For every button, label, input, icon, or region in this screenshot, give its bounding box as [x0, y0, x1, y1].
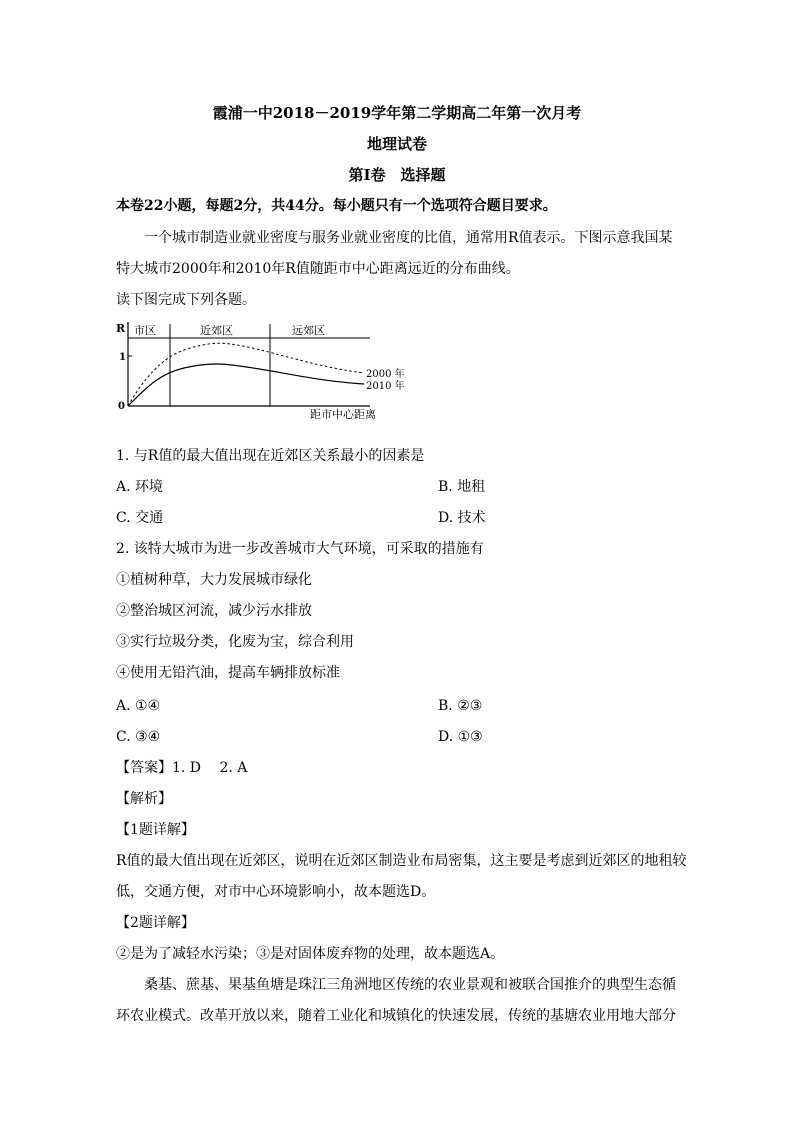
- q2-option-b: B. ②③: [438, 698, 483, 714]
- passage-line-1: 桑基、蔗基、果基鱼塘是珠江三角洲地区传统的农业景观和被联合国推介的典型生态循: [144, 977, 676, 993]
- q2-item-3: ③实行垃圾分类，化废为宝，综合利用: [116, 634, 354, 650]
- detail-1-line-2: 低，交通方便，对市中心环境影响小，故本题选D。: [116, 884, 436, 900]
- x-axis-label: 距市中心距离: [310, 408, 376, 421]
- q1-option-b: B. 地租: [438, 479, 486, 495]
- intro-line-1: 一个城市制造业就业密度与服务业就业密度的比值，通常用R值表示。下图示意我国某: [144, 230, 673, 246]
- r-value-chart: [114, 318, 414, 422]
- y-tick-label-0: 0: [118, 401, 125, 412]
- q2-option-d: D. ①③: [438, 729, 483, 745]
- q2-item-2: ②整治城区河流，减少污水排放: [116, 603, 312, 619]
- analysis-heading: 【解析】: [116, 791, 172, 807]
- q2-stem: 2. 该特大城市为进一步改善城市大气环境，可采取的措施有: [116, 541, 484, 557]
- q1-option-a: A. 环境: [116, 479, 164, 495]
- zone-label-near-suburb: 近郊区: [200, 324, 233, 337]
- section-title: 第Ⅰ卷 选择题: [348, 166, 446, 184]
- y-tick-label-1: 1: [119, 352, 126, 363]
- series-label-2000: 2000 年: [366, 369, 405, 380]
- q1-stem: 1. 与R值的最大值出现在近郊区关系最小的因素是: [116, 448, 425, 464]
- zone-label-far-suburb: 远郊区: [292, 324, 325, 337]
- q1-option-c: C. 交通: [116, 510, 164, 526]
- q2-item-4: ④使用无铅汽油，提高车辆排放标准: [116, 665, 340, 681]
- q2-option-c: C. ③④: [116, 729, 161, 745]
- answer-line: 【答案】1. D 2. A: [116, 760, 248, 776]
- q2-item-1: ①植树种草，大力发展城市绿化: [116, 572, 312, 588]
- detail-2-line-1: ②是为了减轻水污染；③是对固体废弃物的处理，故本题选A。: [116, 946, 505, 962]
- detail-1-heading: 【1题详解】: [116, 822, 195, 838]
- series-2010-line: [128, 364, 364, 406]
- q2-option-a: A. ①④: [116, 698, 161, 714]
- exam-title: 霞浦一中2018－2019学年第二学期高二年第一次月考: [212, 104, 582, 122]
- intro-line-3: 读下图完成下列各题。: [116, 292, 256, 308]
- series-label-2010: 2010 年: [366, 381, 405, 392]
- series-2000-line: [128, 343, 364, 406]
- instructions: 本卷22小题，每题2分，共44分。每小题只有一个选项符合题目要求。: [116, 198, 557, 214]
- intro-line-2: 特大城市2000年和2010年R值随距市中心距离远近的分布曲线。: [116, 261, 520, 277]
- zone-label-urban: 市区: [134, 324, 156, 337]
- detail-1-line-1: R值的最大值出现在近郊区，说明在近郊区制造业布局密集，这主要是考虑到近郊区的地租较: [116, 853, 687, 869]
- q1-option-d: D. 技术: [438, 510, 486, 526]
- exam-subject: 地理试卷: [366, 135, 427, 153]
- y-axis-label: R: [116, 322, 126, 335]
- passage-line-2: 环农业模式。改革开放以来，随着工业化和城镇化的快速发展，传统的基塘农业用地大部分: [116, 1008, 676, 1024]
- detail-2-heading: 【2题详解】: [116, 915, 195, 931]
